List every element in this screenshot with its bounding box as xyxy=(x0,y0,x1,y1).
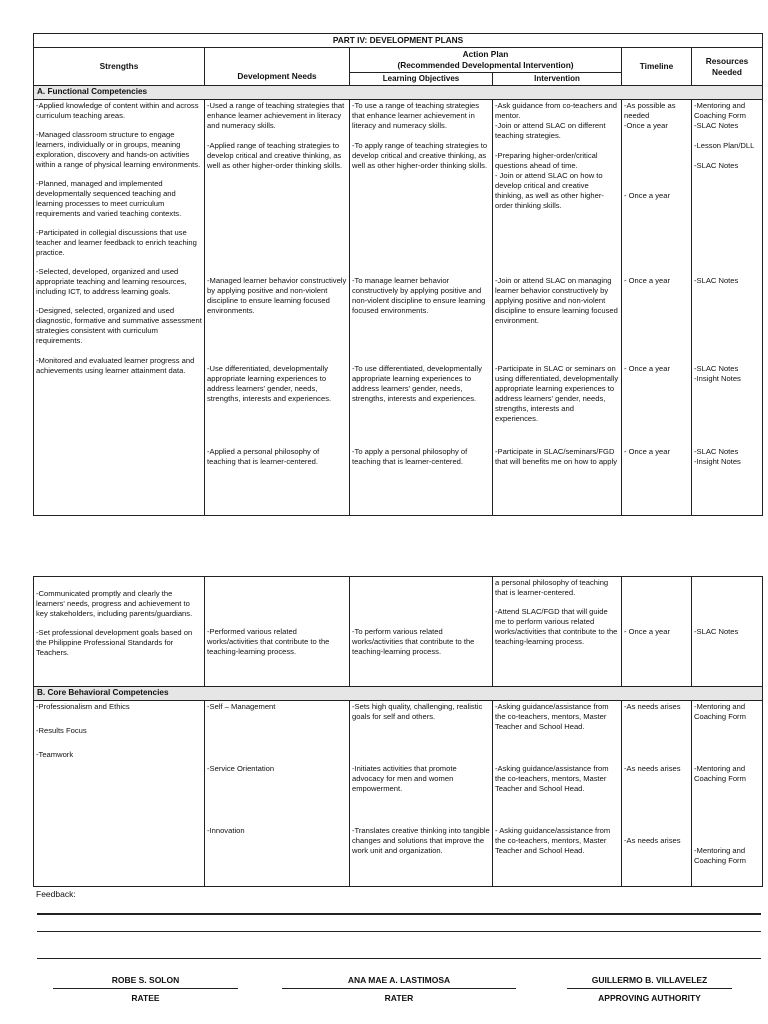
core-need-item: -Service Orientation xyxy=(207,763,275,773)
intervention-continuation: a personal philosophy of teaching that is learner-centered. xyxy=(495,578,609,598)
core-strengths-cell xyxy=(34,700,205,886)
development-needs-cell xyxy=(205,577,350,687)
need-item: -Used a range of teaching strategies that enhance learner achievement in literacy and numeracy skills. -Applied range of teaching strategies to develop critical and creative thinking, as well as other higher-order thinking skills. xyxy=(207,101,345,171)
intervention-cell xyxy=(493,100,622,516)
section-core-behavioral-competencies: B. Core Behavioral Competencies xyxy=(34,687,763,701)
resources-cell xyxy=(692,577,763,687)
core-intervention-cell xyxy=(493,700,622,886)
core-objective-item: -Translates creative thinking into tangible changes and solutions that improve the work unit and organization. xyxy=(352,825,490,855)
intervention-item: -Participate in SLAC/seminars/FGD that will benefits me on how to apply xyxy=(495,447,617,467)
strength-item: -Planned, managed and implemented developmentally sequenced teaching and learning processes to meet curriculum requirements and varied teaching contexts. xyxy=(36,179,182,219)
core-objectives-cell xyxy=(350,700,493,886)
part-title: PART IV: DEVELOPMENT PLANS xyxy=(34,34,763,48)
timeline-cell xyxy=(622,577,692,687)
timeline-item: - Once a year xyxy=(624,447,671,457)
timeline-cell xyxy=(622,100,692,516)
resource-item: -SLAC Notes -Insight Notes xyxy=(694,447,741,467)
core-intervention-item: - Asking guidance/assistance from the co-teachers, mentors, Master Teacher and School Head. xyxy=(495,825,611,855)
need-item: -Use differentiated, developmentally appropriate learning experiences to address learners' gender, needs, strengths, interests and experiences. xyxy=(207,364,332,404)
intervention-item: -Participate in SLAC or seminars on using differentiated, developmentally appropriate learning experiences to address learners' gender, needs, strengths, interests and experiences. xyxy=(495,364,619,424)
resource-item: -SLAC Notes xyxy=(694,276,739,286)
header-timeline: Timeline xyxy=(622,47,692,85)
timeline-item: -As possible as needed -Once a year - Once a year xyxy=(624,101,676,201)
feedback-line[interactable] xyxy=(37,913,761,915)
resource-item: -Mentoring and Coaching Form -SLAC Notes -Lesson Plan/DLL -SLAC Notes xyxy=(694,101,755,171)
feedback-section xyxy=(33,886,761,970)
core-resources-cell xyxy=(692,700,763,886)
header-resources: Resources Needed xyxy=(692,47,763,85)
approving-authority-name: GUILLERMO B. VILLAVELEZ xyxy=(591,975,708,985)
intervention-cell xyxy=(493,577,622,687)
ratee-signature-line xyxy=(53,988,238,989)
timeline-item: - Once a year xyxy=(624,627,671,636)
strength-item: -Managed classroom structure to engage learners, individually or in groups, meaning exploration, discovery and hands-on activities within a range of physical learning environments. xyxy=(36,130,201,170)
intervention-item: -Attend SLAC/FGD that will guide me to perform various related works/activities that contribute to the teaching-learning process. xyxy=(495,607,618,647)
core-timeline-item: -As needs arises xyxy=(624,701,681,711)
ratee-role: RATEE xyxy=(131,993,160,1003)
objective-item: -To manage learner behavior constructively by applying positive and non-violent discipline to ensure learning focused environments. xyxy=(352,276,486,316)
header-action-plan: Action Plan xyxy=(350,47,622,59)
core-need-item: -Self – Management xyxy=(207,701,276,711)
intervention-item: -Join or attend SLAC on managing learner behavior constructively by applying positive and non-violent discipline to ensure learning focused environment. xyxy=(495,276,618,326)
development-plans-table-continued xyxy=(33,576,763,887)
need-item: -Performed various related works/activities that contribute to the teaching-learning process. xyxy=(207,627,330,657)
development-plans-table xyxy=(33,33,763,516)
need-item: -Managed learner behavior constructively by applying positive and non-violent discipline to ensure learning focused environments. xyxy=(207,276,347,316)
header-learning-objectives: Learning Objectives xyxy=(350,72,493,86)
core-resource-item: -Mentoring and Coaching Form xyxy=(694,701,746,721)
rater-role: RATER xyxy=(384,993,414,1003)
strength-item: -Designed, selected, organized and used diagnostic, formative and summative assessment strategies consistent with curriculum requirements. xyxy=(36,306,202,346)
strengths-cell xyxy=(34,577,205,687)
ratee-name: ROBE S. SOLON xyxy=(111,975,180,985)
core-objective-item: -Initiates activities that promote advocacy for men and women empowerment. xyxy=(352,763,457,793)
section-functional-competencies: A. Functional Competencies xyxy=(34,86,763,100)
core-objective-item: -Sets high quality, challenging, realistic goals for self and others. xyxy=(352,701,483,721)
feedback-line[interactable] xyxy=(37,931,761,932)
feedback-label: Feedback: xyxy=(36,889,76,899)
header-development-needs: Development Needs xyxy=(205,47,350,85)
header-recommended: (Recommended Developmental Intervention) xyxy=(350,60,622,72)
objective-item: -To use a range of teaching strategies that enhance learner achievement in literacy and numeracy skills. -To apply range of teaching strategies to develop critical and creative thinking, as well as other higher-order thinking skills. xyxy=(352,101,488,171)
learning-objectives-cell xyxy=(350,100,493,516)
strength-item: -Selected, developed, organized and used appropriate teaching and learning resources, including ICT, to address learning goals. xyxy=(36,267,187,297)
core-resource-item: -Mentoring and Coaching Form xyxy=(694,763,746,783)
strength-item: -Set professional development goals based on the Philippine Professional Standards for Teachers. xyxy=(36,628,193,658)
strength-item: -Applied knowledge of content within and across curriculum teaching areas. xyxy=(36,101,199,121)
timeline-item: - Once a year xyxy=(624,364,671,374)
need-item: -Applied a personal philosophy of teaching that is learner-centered. xyxy=(207,447,320,467)
core-need-item: -Innovation xyxy=(207,825,245,835)
header-intervention: Intervention xyxy=(493,72,622,86)
rater-signature-line xyxy=(282,988,516,989)
approving-authority-role: APPROVING AUTHORITY xyxy=(598,993,701,1003)
rater-name: ANA MAE A. LASTIMOSA xyxy=(347,975,451,985)
objective-item: -To use differentiated, developmentally appropriate learning experiences to address learners' gender, needs, strengths, interests and experiences. xyxy=(352,364,482,404)
core-strength-item: -Teamwork xyxy=(36,749,74,759)
approving-authority-signature-line xyxy=(567,988,732,989)
intervention-item: -Ask guidance from co-teachers and mentor. -Join or attend SLAC on different teaching strategies. -Preparing higher-order/critical questions ahead of time. - Join or attend SLAC on how to develop critical and creative thinking, as well as other higher-order thinking skills. xyxy=(495,101,617,211)
strength-item: -Participated in collegial discussions that use teacher and learner feedback to enrich teaching practice. xyxy=(36,228,197,258)
core-intervention-item: -Asking guidance/assistance from the co-teachers, mentors, Master Teacher and School Head. xyxy=(495,701,609,731)
strength-item: -Communicated promptly and clearly the learners' needs, progress and achievement to key stakeholders, including parents/guardians. xyxy=(36,589,193,619)
core-timeline-item: -As needs arises xyxy=(624,763,681,773)
strength-item: -Monitored and evaluated learner progress and achievements using learner attainment data. xyxy=(36,355,195,375)
core-timeline-cell xyxy=(622,700,692,886)
core-resource-item: -Mentoring and Coaching Form xyxy=(694,845,746,865)
resource-item: -SLAC Notes -Insight Notes xyxy=(694,364,741,384)
core-timeline-item: -As needs arises xyxy=(624,835,681,845)
objective-item: -To perform various related works/activities that contribute to the teaching-learning process. xyxy=(352,627,475,657)
core-strength-item: -Results Focus xyxy=(36,725,87,735)
resource-item: -SLAC Notes xyxy=(694,627,739,636)
header-strengths: Strengths xyxy=(34,47,205,85)
feedback-line[interactable] xyxy=(37,958,761,959)
timeline-item: - Once a year xyxy=(624,276,671,286)
objective-item: -To apply a personal philosophy of teaching that is learner-centered. xyxy=(352,447,468,467)
core-strength-item: -Professionalism and Ethics xyxy=(36,701,130,711)
learning-objectives-cell xyxy=(350,577,493,687)
strengths-cell xyxy=(34,100,205,516)
development-needs-cell xyxy=(205,100,350,516)
resources-cell xyxy=(692,100,763,516)
core-intervention-item: -Asking guidance/assistance from the co-teachers, mentors, Master Teacher and School Head. xyxy=(495,763,609,793)
core-needs-cell xyxy=(205,700,350,886)
